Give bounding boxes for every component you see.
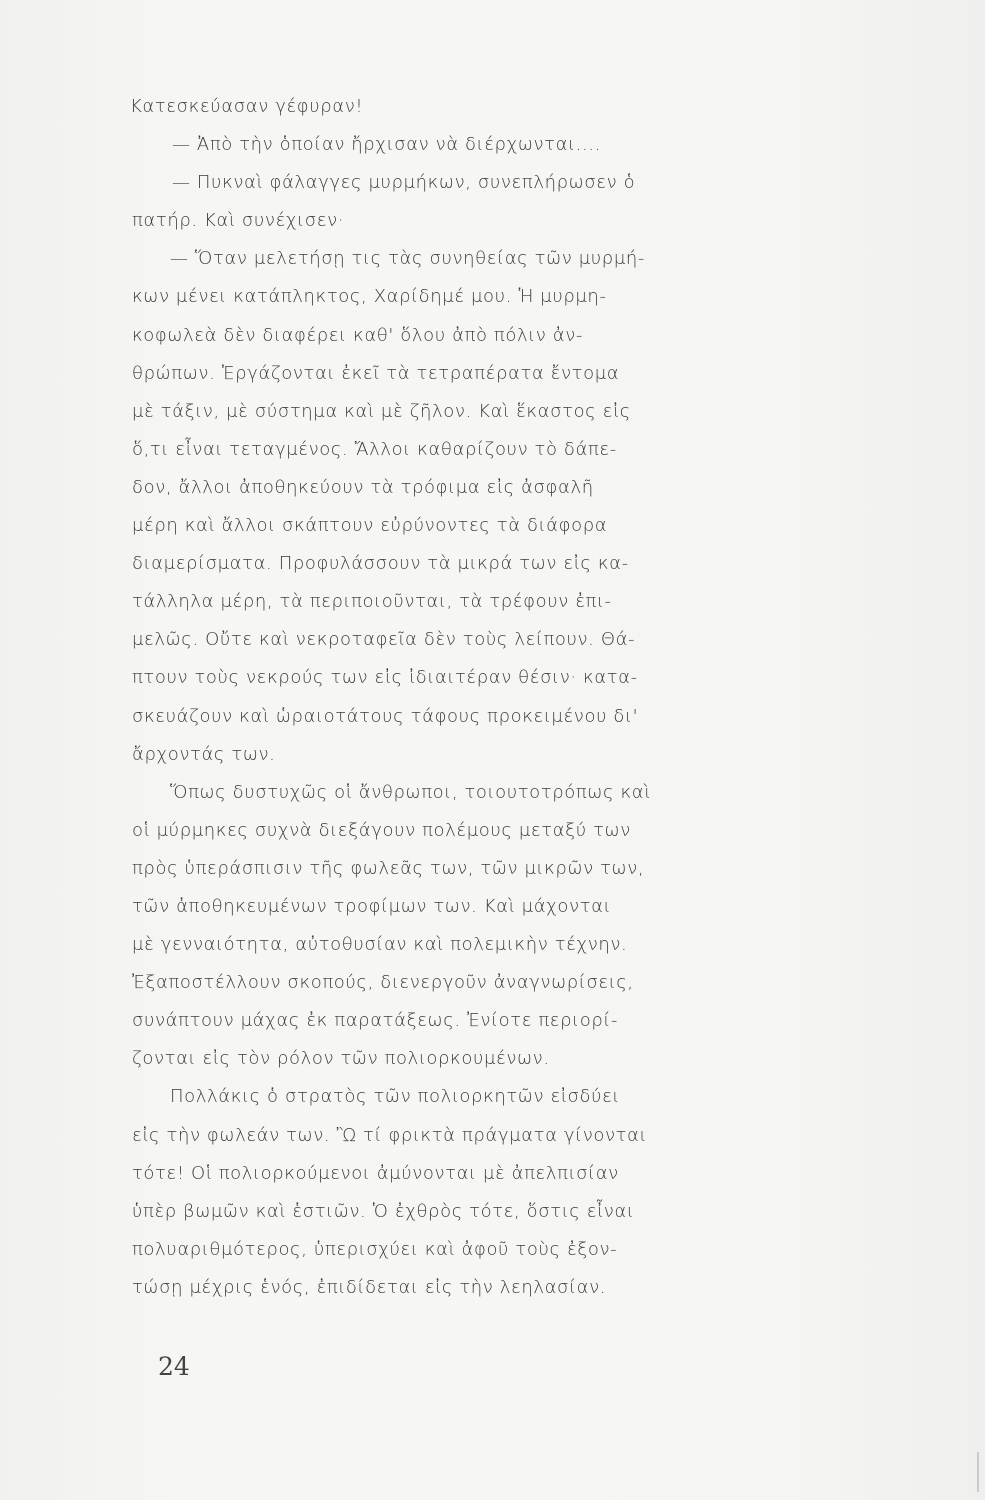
text-line: ζονται εἰς τὸν ρόλον τῶν πολιορκουμένων. (132, 1048, 550, 1070)
text-line: συνάπτουν μάχας ἐκ παρατάξεως. Ἐνίοτε περιορί- (132, 1010, 619, 1032)
text-line: τῶν ἀποθηκευμένων τροφίμων των. Καὶ μάχονται (132, 895, 612, 917)
text-line: σκευάζουν καὶ ὡραιοτάτους τάφους προκειμένου δι' (132, 705, 639, 727)
text-line: ὅ,τι εἶναι τεταγμένος. Ἄλλοι καθαρίζουν τὸ δάπε- (132, 438, 617, 460)
text-line: εἰς τὴν φωλεάν των. Ὢ τί φρικτὰ πράγματα γίνονται (132, 1124, 648, 1146)
text-line: μέρη καὶ ἄλλοι σκάπτουν εὐρύνοντες τὰ διάφορα (132, 515, 608, 537)
text-line: Πολλάκις ὁ στρατὸς τῶν πολιορκητῶν εἰσδύει (170, 1086, 621, 1108)
page-number: 24 (158, 1352, 190, 1381)
text-line: κων μένει κατάπληκτος, Χαρίδημέ μου. Ἡ μυρμη- (132, 286, 607, 308)
text-line: πατήρ. Καὶ συνέχισεν· (132, 210, 345, 232)
text-line: μὲ τάξιν, μὲ σύστημα καὶ μὲ ζῆλον. Καὶ ἕκαστος εἰς (132, 400, 631, 422)
text-line: τάλληλα μέρη, τὰ περιποιοῦνται, τὰ τρέφουν ἐπι- (132, 591, 612, 613)
text-line: Ὅπως δυστυχῶς οἱ ἄνθρωποι, τοιουτοτρόπως καὶ (170, 781, 651, 803)
text-line: — Ὅταν μελετήσῃ τις τὰς συνηθείας τῶν μυρμή- (170, 248, 645, 270)
text-line: μὲ γενναιότητα, αὐτοθυσίαν καὶ πολεμικὴν τέχνην. (132, 934, 628, 956)
text-line: τώσῃ μέχρις ἑνός, ἐπιδίδεται εἰς τὴν λεηλασίαν. (132, 1276, 607, 1298)
text-line: Ἐξαποστέλλουν σκοπούς, διενεργοῦν ἀναγνωρίσεις, (132, 972, 634, 994)
text-line: — Ἀπὸ τὴν ὁποίαν ἤρχισαν νὰ διέρχωνται.... (172, 134, 601, 156)
text-line: πρὸς ὑπεράσπισιν τῆς φωλεᾶς των, τῶν μικρῶν των, (132, 857, 645, 879)
text-line: μελῶς. Οὔτε καὶ νεκροταφεῖα δὲν τοὺς λείπουν. Θά- (132, 629, 636, 651)
text-line: θρώπων. Ἐργάζονται ἐκεῖ τὰ τετραπέρατα ἔντομα (132, 362, 620, 384)
page-edge-mark (977, 1452, 979, 1492)
text-line: τότε! Οἱ πολιορκούμενοι ἀμύνονται μὲ ἀπελπισίαν (132, 1162, 619, 1184)
text-line: πτουν τοὺς νεκρούς των εἰς ἰδιαιτέραν θέσιν· κατα- (132, 667, 638, 689)
text-line: δον, ἄλλοι ἀποθηκεύουν τὰ τρόφιμα εἰς ἀσφαλῆ (132, 476, 594, 498)
text-line: ἄρχοντάς των. (132, 743, 276, 765)
text-line: — Πυκναὶ φάλαγγες μυρμήκων, συνεπλήρωσεν ὁ (172, 172, 636, 194)
body-text (132, 88, 892, 1307)
text-line: Κατεσκεύασαν γέφυραν! (130, 96, 364, 117)
text-line: ὑπὲρ βωμῶν καὶ ἑστιῶν. Ὁ ἐχθρὸς τότε, ὅστις εἶναι (132, 1200, 635, 1222)
text-line: πολυαριθμότερος, ὑπερισχύει καὶ ἀφοῦ τοὺς ἐξον- (132, 1238, 618, 1260)
text-line: κοφωλεὰ δὲν διαφέρει καθ' ὅλου ἀπὸ πόλιν ἀν- (132, 324, 583, 346)
text-line: οἱ μύρμηκες συχνὰ διεξάγουν πολέμους μεταξύ των (132, 819, 631, 841)
text-line: διαμερίσματα. Προφυλάσσουν τὰ μικρά των εἰς κα- (132, 553, 629, 575)
